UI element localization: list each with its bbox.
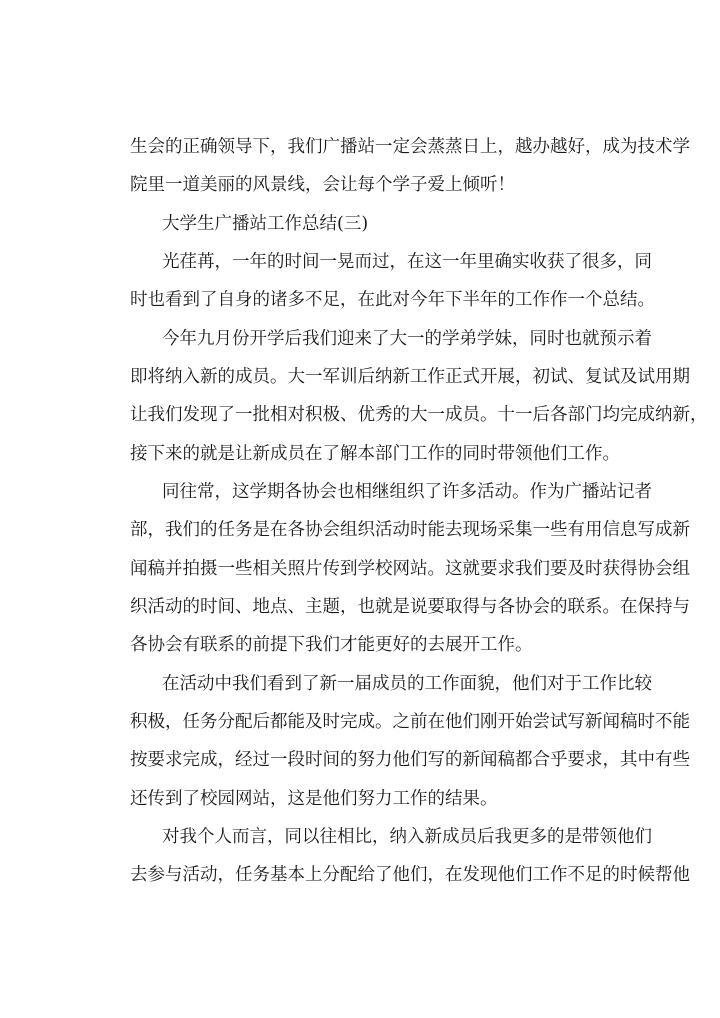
paragraph-line: 即将纳入新的成员。大一军训后纳新工作正式开展，初试、复试及试用期	[130, 367, 690, 387]
paragraph-line: 在活动中我们看到了新一届成员的工作面貌，他们对于工作比较	[162, 674, 652, 694]
paragraph-line: 对我个人而言，同以往相比，纳入新成员后我更多的是带领他们	[162, 827, 652, 847]
paragraph-line: 今年九月份开学后我们迎来了大一的学弟学妹，同时也就预示着	[162, 329, 652, 349]
paragraph-line: 让我们发现了一批相对积极、优秀的大一成员。十一后各部门均完成纳新，	[130, 405, 708, 425]
paragraph-line: 光荏苒，一年的时间一晃而过，在这一年里确实收获了很多，同	[162, 252, 652, 272]
paragraph-line: 去参与活动，任务基本上分配给了他们，在发现他们工作不足的时候帮他	[130, 865, 690, 885]
paragraph-line: 闻稿并拍摄一些相关照片传到学校网站。这就要求我们要及时获得协会组	[130, 559, 690, 579]
paragraph-line: 各协会有联系的前提下我们才能更好的去展开工作。	[130, 635, 533, 655]
paragraph-line: 织活动的时间、地点、主题，也就是说要取得与各协会的联系。在保持与	[130, 597, 690, 617]
paragraph-line: 积极，任务分配后都能及时完成。之前在他们刚开始尝试写新闻稿时不能	[130, 712, 690, 732]
section-heading: 大学生广播站工作总结(三)	[162, 214, 369, 234]
paragraph-line: 按要求完成，经过一段时间的努力他们写的新闻稿都合乎要求，其中有些	[130, 750, 690, 770]
paragraph-line: 生会的正确领导下，我们广播站一定会蒸蒸日上，越办越好，成为技术学	[130, 137, 690, 157]
paragraph-line: 院里一道美丽的风景线，会让每个学子爱上倾听！	[130, 175, 515, 195]
paragraph-line: 还传到了校园网站，这是他们努力工作的结果。	[130, 789, 498, 809]
paragraph-line: 接下来的就是让新成员在了解本部门工作的同时带领他们工作。	[130, 444, 620, 464]
paragraph-line: 同往常，这学期各协会也相继组织了许多活动。作为广播站记者	[162, 482, 652, 502]
paragraph-line: 时也看到了自身的诸多不足，在此对今年下半年的工作作一个总结。	[130, 290, 655, 310]
paragraph-line: 部，我们的任务是在各协会组织活动时能去现场采集一些有用信息写成新	[130, 520, 690, 540]
